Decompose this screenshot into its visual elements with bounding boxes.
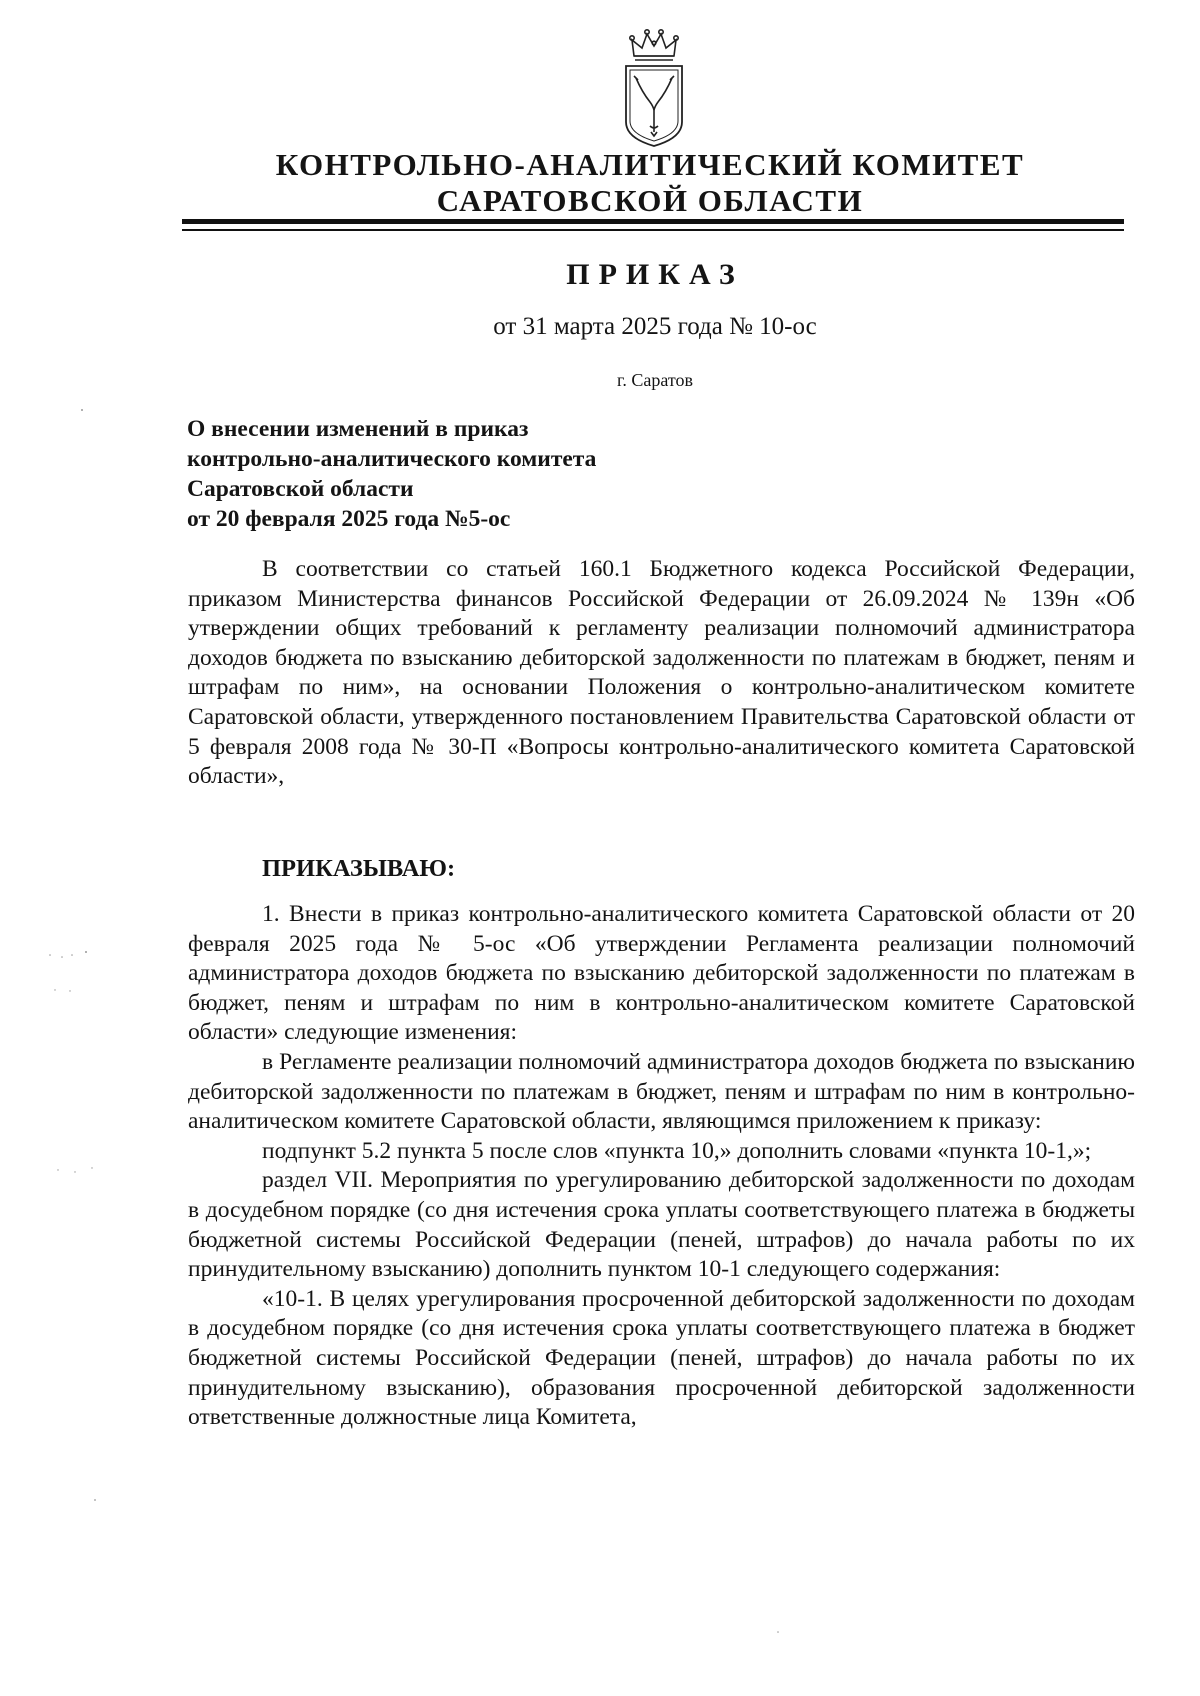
document-subject <box>187 414 596 534</box>
organization-name-line1: КОНТРОЛЬНО-АНАЛИТИЧЕСКИЙ КОМИТЕТ <box>275 147 1025 182</box>
body-paragraph: в Регламенте реализации полномочий администратора доходов бюджета по взысканию дебиторской задолженности по платежам в бюджет, пеням и штрафам по ним в контрольно-аналитическом комитете Саратовской области, являющимся приложением к приказу: <box>188 1048 1135 1135</box>
subject-line: О внесении изменений в приказ <box>187 416 529 442</box>
organization-name-line2: САРАТОВСКОЙ ОБЛАСТИ <box>436 183 864 218</box>
subject-line: Саратовской области <box>187 476 414 502</box>
subject-line: от 20 февраля 2025 года №5-ос <box>187 506 511 532</box>
body-paragraph: раздел VII. Мероприятия по урегулированию дебиторской задолженности по доходам в досудебном порядке (со дня истечения срока уплаты соответствующего платежа в бюджеты бюджетной системы Российской Федерации (пеней, штрафов) до начала работы по их принудительному взысканию) дополнить пунктом 10-1 следующего содержания: <box>188 1167 1135 1283</box>
saratov-oblast-coat-of-arms-icon <box>620 26 688 148</box>
preamble-block <box>188 555 1135 792</box>
order-body <box>188 900 1135 1433</box>
document-title: ПРИКАЗ <box>566 258 744 291</box>
body-paragraph: подпункт 5.2 пункта 5 после слов «пункта 10,» дополнить словами «пункта 10-1,»; <box>262 1137 1092 1164</box>
header-divider-thick <box>182 219 1124 224</box>
subject-line: контрольно-аналитического комитета <box>187 446 597 472</box>
body-paragraph: «10-1. В целях урегулирования просроченной дебиторской задолженности по доходам в досудебном порядке (со дня истечения срока уплаты соответствующего платежа в бюджет бюджетной системы Российской Федерации (пеней, штрафов) до начала работы по их принудительному взысканию), образования просроченной дебиторской задолженности ответственные должностные лица Комитета, <box>188 1285 1135 1431</box>
preamble-paragraph: В соответствии со статьей 160.1 Бюджетного кодекса Российской Федерации, приказом Министерства финансов Российской Федерации от 26.09.2024 № 139н «Об утверждении общих требований к регламенту реализации полномочий администратора доходов бюджета по взысканию дебиторской задолженности по платежам в бюджет, пеням и штрафам по ним», на основании Положения о контрольно-аналитическом комитете Саратовской области, утвержденного постановлением Правительства Саратовской области от 5 февраля 2008 года № 30-П «Вопросы контрольно-аналитического комитета Саратовской области», <box>188 556 1135 790</box>
body-paragraph: 1. Внести в приказ контрольно-аналитического комитета Саратовской области от 20 февраля 2025 года № 5-ос «Об утверждении Регламента реализации полномочий администратора доходов бюджета по взысканию дебиторской задолженности по платежам в бюджет, пеням и штрафам по ним в контрольно-аналитическом комитете Саратовской области» следующие изменения: <box>188 901 1135 1046</box>
document-date-number: от 31 марта 2025 года № 10-ос <box>493 313 817 340</box>
order-directive-heading: ПРИКАЗЫВАЮ: <box>262 855 456 882</box>
header-divider-thin <box>182 229 1124 231</box>
document-city: г. Саратов <box>617 370 693 390</box>
